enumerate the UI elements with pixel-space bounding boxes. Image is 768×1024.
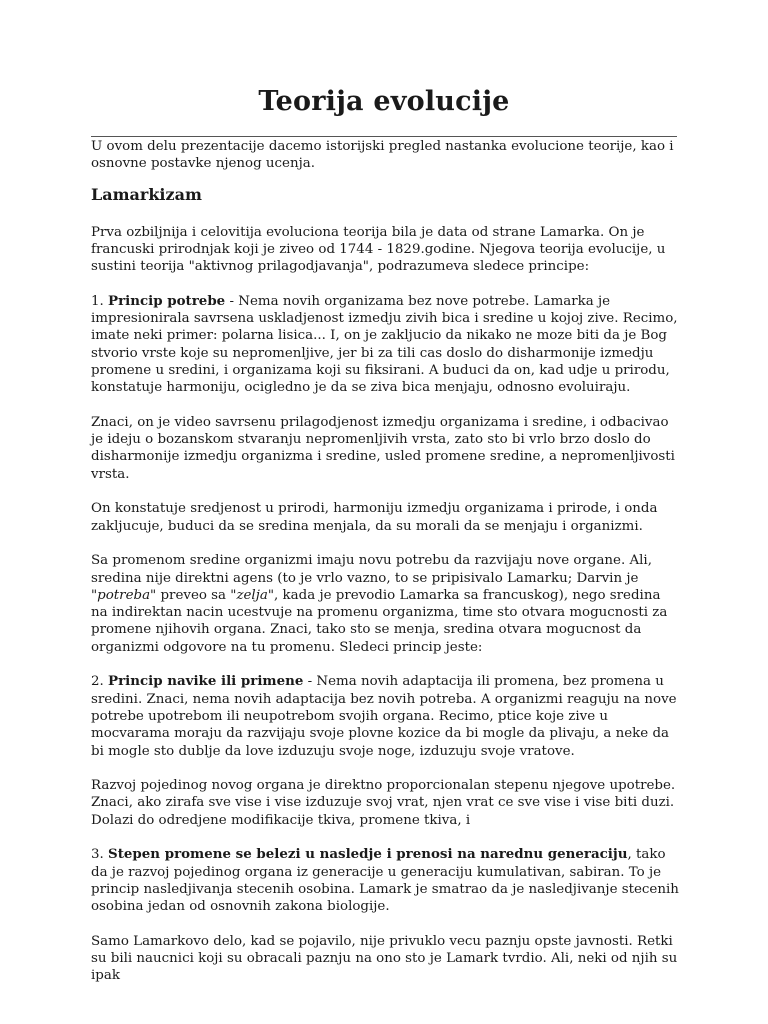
- principle-term: Princip potrebe: [108, 292, 226, 309]
- section-heading: Lamarkizam: [91, 184, 202, 204]
- paragraph-8: [91, 846, 681, 915]
- paragraph-1: Prva ozbiljnija i celovitija evoluciona teorija bila je data od strane Lamarka. On je francuski prirodnjak koji je ziveo od 1744 - 1829.godine. Njegova teorija evolucije, u sustini teorija "aktivnog prilagodjavanja", podrazumeva sledece principe:: [91, 224, 666, 275]
- page-title: Teorija evolucije: [258, 86, 510, 117]
- paragraph-3: Znaci, on je video savrsenu prilagodjenost izmedju organizama i sredine, i odbacivao je ideju o bozanskom stvaranju nepromenljivih vrsta, zato sto bi vrlo brzo doslo do disharmonije izmedju organizma i sredine, usled promene sredine, a nepromenljivosti vrsta.: [91, 414, 675, 482]
- principle-term: Princip navike ili primene: [108, 673, 304, 690]
- paragraph-5: [91, 552, 681, 656]
- paragraph-2: [91, 293, 681, 397]
- intro-paragraph: U ovom delu prezentacije dacemo istorijski pregled nastanka evolucione teorije, kao i osnovne postavke njenog ucenja.: [91, 139, 674, 172]
- list-number: 2.: [91, 674, 109, 690]
- italic-term: "zelja": [230, 587, 275, 603]
- paragraph-4: On konstatuje sredjenost u prirodi, harmoniju izmedju organizama i prirode, i onda zakljucuje, buduci da se sredina menjala, da su morali da se menjaju i organizmi.: [91, 501, 658, 534]
- paragraph-text: , tako da je razvoj pojedinog organa iz generacije u generaciju kumulativan, sabiran. To je princip nasledjivanja stecenih osobina. Lamark je smatrao da je nasledjivanje stecenih osobina jedan od osnovnih zakona biologije.: [91, 847, 679, 915]
- paragraph-7: Razvoj pojedinog novog organa je direktno proporcionalan stepenu njegove upotrebe. Znaci, ako zirafa sve vise i vise izduzuje svoj vrat, njen vrat ce sve vise i vise biti duzi. Dolazi do odredjene modifikacije tkiva, promene tkiva, i: [91, 778, 676, 828]
- principle-term: Stepen promene se belezi u nasledje i prenosi na narednu generaciju: [108, 846, 628, 863]
- paragraph-9: Samo Lamarkovo delo, kad se pojavilo, nije privuklo vecu paznju opste javnosti. Retki su bili naucnici koji su obracali paznju na ono sto je Lamark tvrdio. Ali, neki od njih su ipak: [91, 933, 678, 984]
- paragraph-text: - Nema novih adaptacija ili promena, bez promena u sredini. Znaci, nema novih adaptacija bez novih potreba. A organizmi reaguju na nove potrebe upotrebom ili neupotrebom svojih organa. Recimo, ptice koje zive u mocvarama moraju da razvijaju svoje plovne kozice da bi mogle da plivaju, a neke da bi mogle sto dublje da love izduzuju svoje noge, izduzuju svoje vratove.: [91, 674, 677, 759]
- paragraph-6: [91, 673, 681, 759]
- paragraph-text: , kada je prevodio Lamarka sa francuskog), nego sredina na indirektan nacin ucestvuje na promenu organizma, time sto otvara mogucnosti za promene njihovih organa. Znaci, tako sto se menja, sredina otvara mogucnost da organizmi odgovore na tu promenu. Sledeci princip jeste:: [91, 587, 668, 655]
- list-number: 3.: [91, 847, 109, 863]
- title-divider: [91, 136, 677, 137]
- paragraph-text: - Nema novih organizama bez nove potrebe. Lamarka je impresionirala savrsena uskladjenost izmedju zivih bica i sredine u kojoj zive. Recimo, imate neki primer: polarna lisica... I, on je zakljucio da nikako ne moze biti da je Bog stvorio vrste koje su nepromenljive, jer bi za tili cas doslo do disharmonije izmedju promene u sredini, i organizama koji su fiksirani. A buduci da on, kad udje u prirodu, konstatuje harmoniju, ocigledno je da se ziva bica menjaju, odnosno evoluiraju.: [91, 293, 678, 396]
- paragraph-text: preveo sa: [156, 587, 231, 603]
- list-number: 1.: [91, 293, 109, 309]
- document-body: [91, 138, 681, 1002]
- paragraph-text: Sa promenom sredine organizmi imaju novu potrebu da razvijaju nove organe. Ali, sredina nije direktni agens (to je vrlo vazno, to se pripisivalo Lamarku; Darvin je: [91, 553, 652, 586]
- italic-term: "potreba": [91, 587, 157, 603]
